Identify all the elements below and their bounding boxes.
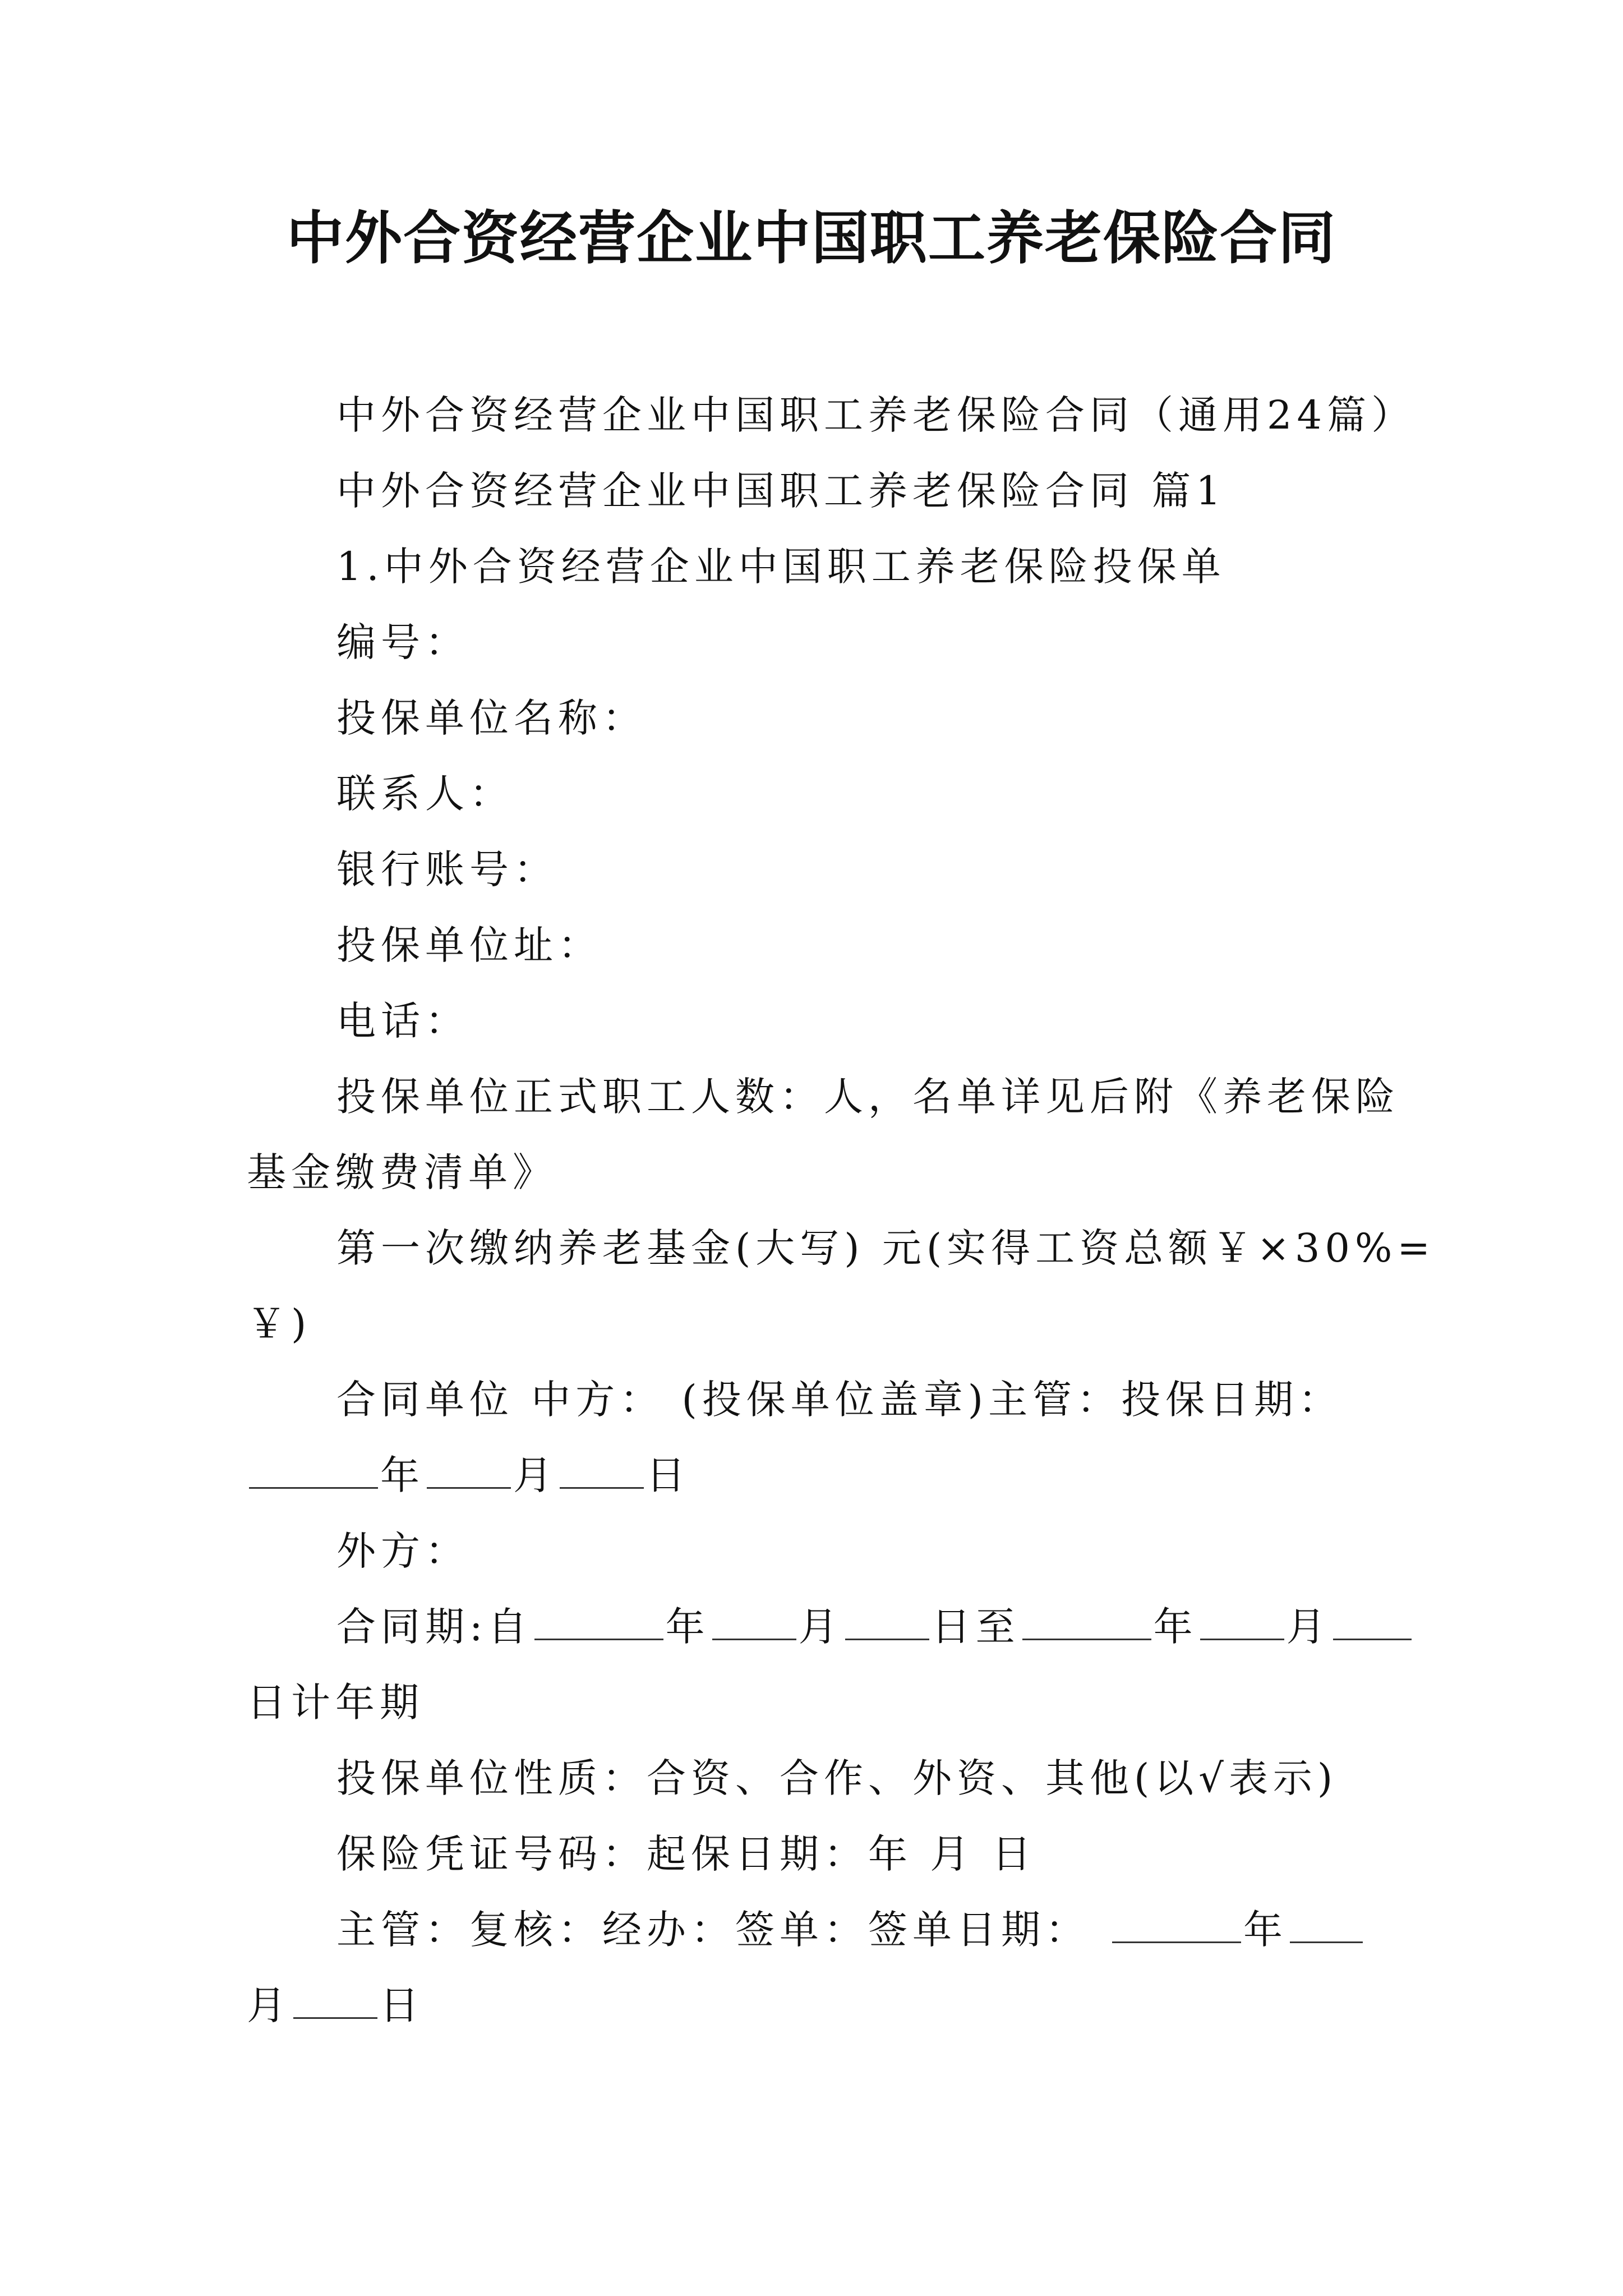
field-phone: 电话： bbox=[336, 998, 469, 1044]
end-month-label: 月 bbox=[1286, 1604, 1331, 1650]
signatures-line2 bbox=[247, 1977, 424, 2033]
section-heading: 1.中外合资经营企业中国职工养老保险投保单 bbox=[336, 544, 1226, 590]
field-bank-account: 银行账号： bbox=[336, 846, 558, 892]
sign-day-blank[interactable] bbox=[293, 1978, 377, 2019]
end-year-blank[interactable] bbox=[1022, 1599, 1151, 1640]
first-payment-line2: ￥) bbox=[247, 1301, 312, 1347]
year-label: 年 bbox=[380, 1452, 425, 1498]
end-month-blank[interactable] bbox=[1200, 1599, 1284, 1640]
field-address: 投保单位址： bbox=[336, 922, 602, 968]
start-year-label: 年 bbox=[665, 1604, 710, 1650]
day-to-label: 日至 bbox=[931, 1604, 1020, 1650]
start-day-blank[interactable] bbox=[845, 1599, 929, 1640]
sign-year-label: 年 bbox=[1243, 1907, 1288, 1953]
field-number: 编号： bbox=[336, 619, 469, 665]
month-label: 月 bbox=[513, 1452, 557, 1498]
contract-period-label: 合同期 bbox=[336, 1604, 469, 1650]
start-month-label: 月 bbox=[798, 1604, 843, 1650]
field-contact: 联系人： bbox=[336, 771, 514, 817]
field-unit-name: 投保单位名称： bbox=[336, 695, 647, 741]
start-year-blank[interactable] bbox=[534, 1599, 663, 1640]
unit-nature: 投保单位性质：合资、合作、外资、其他(以√表示) bbox=[336, 1755, 1338, 1801]
contract-period-colon: : bbox=[469, 1604, 488, 1650]
contract-unit-date-line bbox=[247, 1447, 690, 1503]
contract-period-line2: 日计年期 bbox=[247, 1680, 424, 1726]
day-blank[interactable] bbox=[560, 1448, 644, 1489]
staff-count-line2: 基金缴费清单》 bbox=[247, 1149, 557, 1195]
sign-month-label: 月 bbox=[247, 1982, 291, 2028]
foreign-party: 外方： bbox=[336, 1528, 469, 1574]
end-year-label: 年 bbox=[1153, 1604, 1198, 1650]
from-label: 自 bbox=[487, 1604, 532, 1650]
first-payment-line1: 第一次缴纳养老基金(大写) 元(实得工资总额￥×30%= bbox=[336, 1225, 1436, 1271]
subtitle: 中外合资经营企业中国职工养老保险合同（通用24篇） bbox=[336, 392, 1416, 438]
document-title: 中外合资经营企业中国职工养老保险合同 bbox=[287, 205, 1336, 272]
contract-period-line1 bbox=[336, 1599, 1414, 1655]
signatures-labels: 主管：复核：经办：签单：签单日期： bbox=[336, 1907, 1090, 1953]
day-label: 日 bbox=[646, 1452, 690, 1498]
staff-count-line1: 投保单位正式职工人数：人，名单详见后附《养老保险 bbox=[336, 1074, 1400, 1120]
end-day-blank[interactable] bbox=[1333, 1599, 1412, 1640]
part-heading: 中外合资经营企业中国职工养老保险合同 篇1 bbox=[336, 468, 1226, 514]
certificate-number: 保险凭证号码：起保日期：年 月 日 bbox=[336, 1831, 1036, 1877]
sign-month-blank[interactable] bbox=[1290, 1902, 1363, 1943]
sign-day-label: 日 bbox=[380, 1982, 424, 2028]
sign-year-blank[interactable] bbox=[1112, 1902, 1241, 1943]
signatures-line1 bbox=[336, 1902, 1365, 1958]
year-blank[interactable] bbox=[249, 1448, 378, 1489]
month-blank[interactable] bbox=[427, 1448, 511, 1489]
contract-unit-line1: 合同单位 中方： (投保单位盖章)主管：投保日期： bbox=[336, 1377, 1343, 1423]
start-month-blank[interactable] bbox=[712, 1599, 796, 1640]
